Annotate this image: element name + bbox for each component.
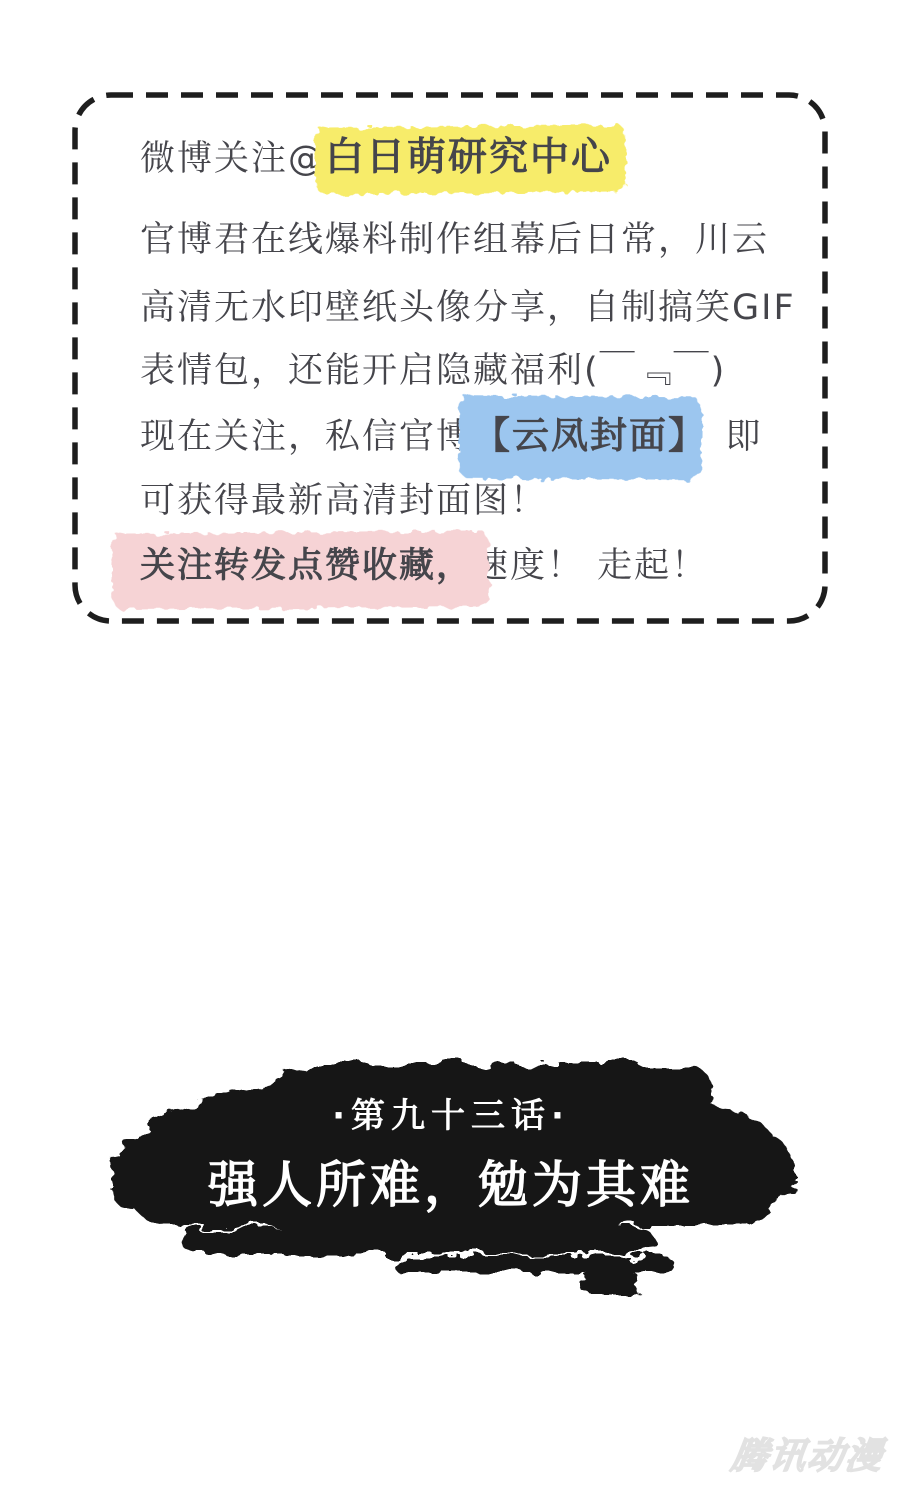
chapter-text-overlay [98,1056,804,1217]
notice-line-6: 可获得最新高清封面图！ [140,481,548,521]
notice-line-1 [140,132,808,184]
notice-line-3: 高清无水印壁纸头像分享，自制搞笑GIF [140,288,796,328]
notice-line-5-prefix: 现在关注，私信官博 [140,417,474,457]
notice-line-7-suffix: 速度！ 走起！ [473,546,709,586]
notice-line-2: 官博君在线爆料制作组幕后日常，川云 [140,220,770,260]
pink-highlight-call-to-action: 关注转发点赞收藏， [140,546,474,586]
notice-line-7 [140,540,808,592]
notice-line-5-suffix: ，即 [688,417,763,457]
blue-highlight-cover-keyword: 【云凤封面】 [473,414,689,457]
notice-line-5 [140,410,808,462]
yellow-highlight-weibo-account: 白日萌研究中心 [325,135,613,180]
chapter-title-ink-blob [98,1056,804,1306]
notice-line-4: 表情包，还能开启隐藏福利(￣﹃￣) [140,351,727,391]
notice-line-1-text: 微博关注@ [140,139,326,179]
weibo-notice-box [72,92,828,624]
chapter-title: 强人所难，勉为其难 [208,1156,694,1214]
tencent-comics-logo: 腾讯动漫 [728,1436,887,1477]
chapter-number: ·第九十三话· [332,1096,570,1136]
